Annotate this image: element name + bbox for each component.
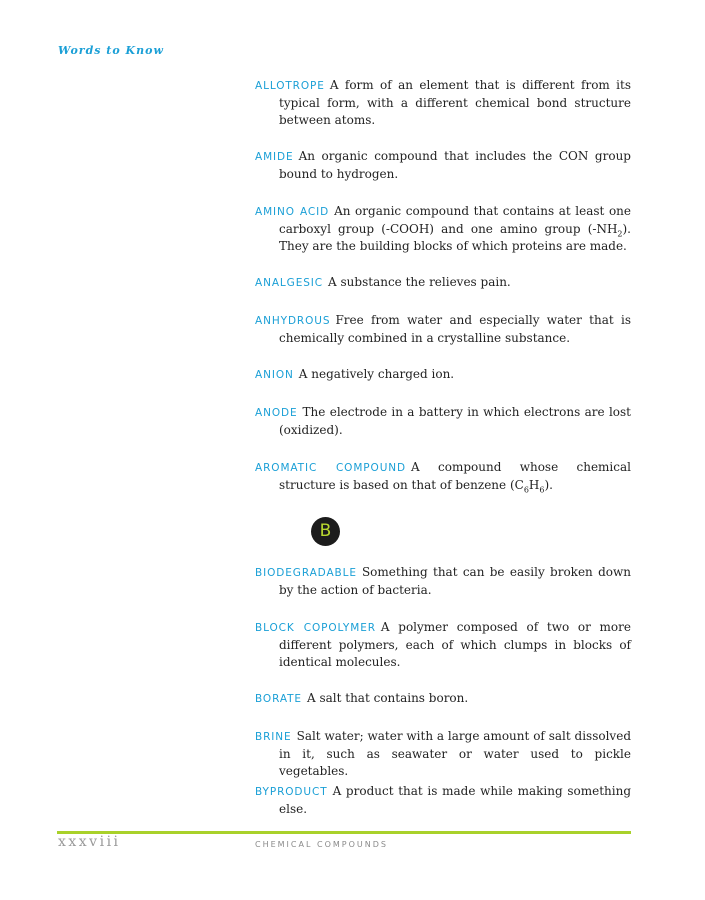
glossary-term: ANODE xyxy=(255,407,298,419)
footer-rule xyxy=(57,831,631,834)
glossary-entry xyxy=(255,728,631,780)
glossary-definition: A form of an element that is different from its typical form, with a different chemical bond structure between atoms. xyxy=(279,78,631,127)
page-number: xxxviii xyxy=(58,834,121,850)
glossary-entry xyxy=(255,459,631,494)
glossary-entry xyxy=(255,783,631,818)
glossary-entry xyxy=(255,312,631,347)
glossary-entry xyxy=(255,690,631,708)
glossary-definition: Free from water and especially water that is chemically combined in a crystalline substance. xyxy=(279,313,631,345)
glossary-definition-cont: ). xyxy=(544,478,553,492)
glossary-definition: An organic compound that includes the CON group bound to hydrogen. xyxy=(279,149,631,181)
subscript: 6 xyxy=(523,485,529,495)
glossary-term: BORATE xyxy=(255,693,302,705)
section-letter-badge: B xyxy=(311,517,340,546)
glossary-definition: A substance the relieves pain. xyxy=(328,275,511,289)
glossary-entry xyxy=(255,366,631,384)
glossary-entry xyxy=(255,203,631,255)
glossary-definition: A compound whose chemical structure is based on that of benzene (C xyxy=(279,460,631,492)
glossary-entry xyxy=(255,564,631,599)
glossary-definition: A salt that contains boron. xyxy=(306,691,469,705)
glossary-definition: An organic compound that contains at least one carboxyl group (-COOH) and one amino group (-NH xyxy=(279,204,631,236)
glossary-entry xyxy=(255,404,631,439)
glossary-definition: The electrode in a battery in which electrons are lost (oxidized). xyxy=(279,405,631,437)
glossary-definition-cont: ). They are the building blocks of which proteins are made. xyxy=(279,222,631,253)
glossary-term: AROMATIC COMPOUND xyxy=(255,462,407,474)
glossary-entry xyxy=(255,274,631,292)
glossary-term: BYPRODUCT xyxy=(255,786,328,798)
glossary-entry xyxy=(255,148,631,183)
subscript: 6 xyxy=(539,485,545,495)
glossary-term: ANION xyxy=(255,369,294,381)
glossary-definition: A negatively charged ion. xyxy=(298,367,455,381)
running-header-title: Words to Know xyxy=(58,44,164,57)
glossary-term: ANHYDROUS xyxy=(255,315,331,327)
glossary-term: BIODEGRADABLE xyxy=(255,567,357,579)
glossary-definition: Salt water; water with a large amount of salt dissolved in it, such as seawater or water used to pickle vegetables. xyxy=(279,729,631,778)
glossary-term: AMIDE xyxy=(255,151,294,163)
glossary-term: BRINE xyxy=(255,731,292,743)
glossary-definition: A polymer composed of two or more different polymers, each of which clumps in blocks of identical molecules. xyxy=(279,620,631,669)
glossary-term: AMINO ACID xyxy=(255,206,330,218)
glossary-entry xyxy=(255,619,631,671)
glossary-term: ANALGESIC xyxy=(255,277,324,289)
glossary-term: BLOCK COPOLYMER xyxy=(255,622,376,634)
glossary-definition: Something that can be easily broken down by the action of bacteria. xyxy=(279,565,631,597)
book-title: CHEMICAL COMPOUNDS xyxy=(255,840,388,849)
subscript: 2 xyxy=(617,229,623,239)
glossary-entry xyxy=(255,77,631,129)
glossary-definition: A product that is made while making something else. xyxy=(279,784,631,816)
glossary-definition-cont: H xyxy=(528,478,540,492)
glossary-term: ALLOTROPE xyxy=(255,80,325,92)
